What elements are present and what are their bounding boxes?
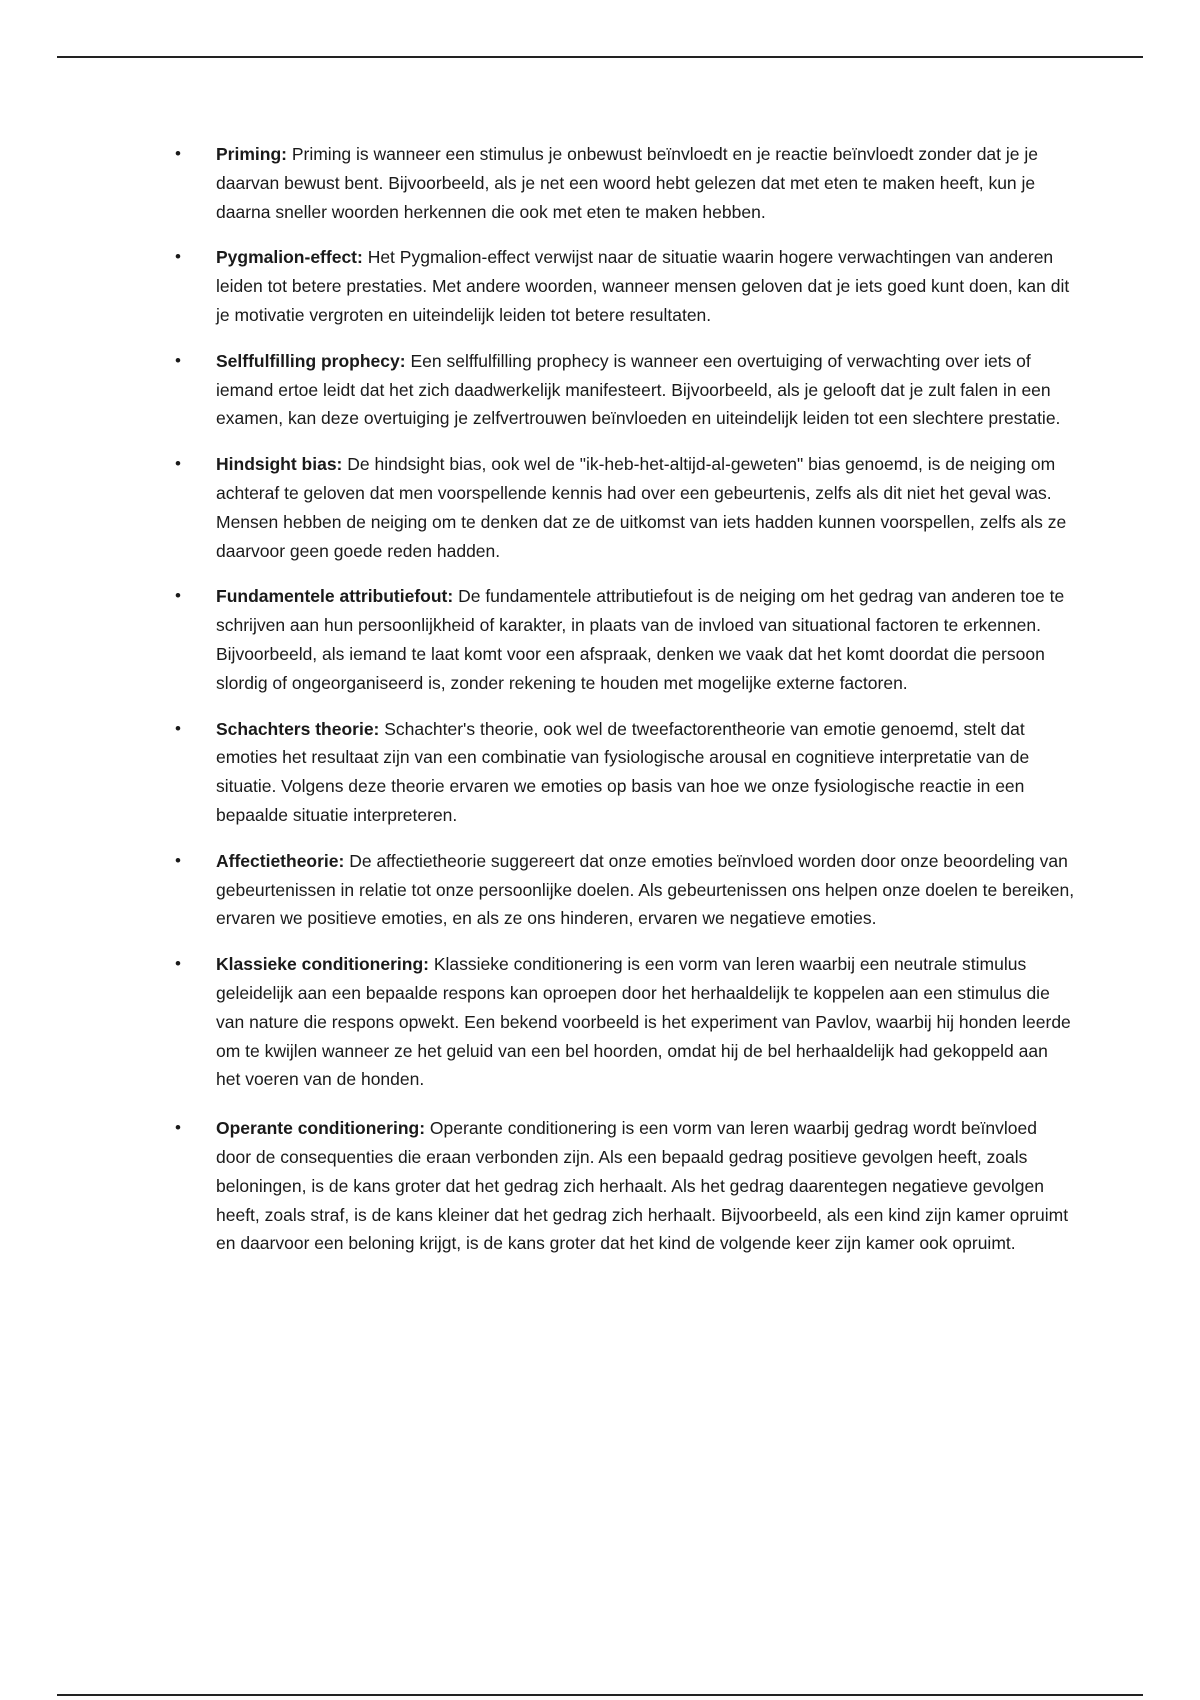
term-definition: Schachter's theorie, ook wel de tweefactorentheorie van emotie genoemd, stelt dat emoties het resultaat zijn van een combinatie van fysiologische arousal en cognitieve interpretatie van de situatie. Volgens deze theorie ervaren we emoties op basis van hoe we onze fysiologische reactie in een bepaalde situatie interpreteren. — [216, 718, 1030, 825]
term-definition: De fundamentele attributiefout is de neiging om het gedrag van anderen toe te schrijven aan hun persoonlijkheid of karakter, in plaats van de invloed van situational factoren te erkennen. Bijvoorbeeld, als iemand te laat komt voor een afspraak, denken we vaak dat het komt doordat die persoon slordig of ongeorganiseerd is, zonder rekening te houden met mogelijke externe factoren. — [216, 586, 1065, 693]
term-name: Pygmalion-effect: — [216, 247, 363, 268]
term-definition: De affectietheorie suggereert dat onze emoties beïnvloed worden door onze beoordeling van gebeurtenissen in relatie tot onze persoonlijke doelen. Als gebeurtenissen ons helpen onze doelen te bereiken, ervaren we positieve emoties, en als ze ons hinderen, ervaren we negatieve emoties. — [216, 850, 1075, 929]
term-name: Klassieke conditionering: — [216, 954, 429, 975]
term-definition: Een selffulfilling prophecy is wanneer een overtuiging of verwachting over iets of iemand ertoe leidt dat het zich daadwerkelijk manifesteert. Bijvoorbeeld, als je gelooft dat je zult falen in een examen, kan deze overtuiging je zelfvertrouwen beïnvloeden en uiteindelijk leiden tot een slechtere prestatie. — [216, 350, 1061, 429]
bullet: • — [175, 850, 181, 870]
term-definition: Klassieke conditionering is een vorm van leren waarbij een neutrale stimulus geleidelijk aan een bepaalde respons kan oproepen door het herhaaldelijk te koppelen aan een stimulus die van nature die respons opwekt. Een bekend voorbeeld is het experiment van Pavlov, waarbij hij honden leerde om te kwijlen wanneer ze het geluid van een bel hoorden, omdat hij de bel herhaaldelijk had gekoppeld aan het voeren van de honden. — [216, 954, 1071, 1090]
bullet: • — [175, 954, 181, 974]
footer-rule — [57, 1694, 1143, 1696]
list-item — [175, 847, 1075, 933]
term-name: Operante conditionering: — [216, 1118, 426, 1139]
term-name: Hindsight bias: — [216, 454, 343, 475]
term-name: Priming: — [216, 144, 287, 164]
term-definition: De hindsight bias, ook wel de "ik-heb-het-altijd-al-geweten" bias genoemd, is de neiging om achteraf te geloven dat men voorspellende kennis had over een gebeurtenis, zelfs als dit niet het geval was. Mensen hebben de neiging om te denken dat ze de uitkomst van iets hadden kunnen voorspellen, zelfs als ze daarvoor geen goede reden hadden. — [216, 454, 1067, 561]
list-item — [175, 1114, 1075, 1258]
bullet: • — [175, 718, 181, 738]
list-item — [175, 243, 1075, 329]
bullet: • — [175, 1118, 181, 1138]
bullet: • — [175, 247, 181, 267]
term-name: Schachters theorie: — [216, 718, 380, 739]
term-name: Fundamentele attributiefout: — [216, 586, 454, 607]
document-body — [175, 140, 1075, 1275]
list-item — [175, 450, 1075, 565]
bullet: • — [175, 454, 181, 474]
list-item — [175, 347, 1075, 433]
list-item — [175, 715, 1075, 830]
term-definition: Priming is wanneer een stimulus je onbewust beïnvloedt en je reactie beïnvloedt zonder dat je je daarvan bewust bent. Bijvoorbeeld, als je net een woord hebt gelezen dat met eten te maken heeft, kun je daarna sneller woorden herkennen die ook met eten te maken hebben. — [216, 144, 1038, 222]
bullet: • — [175, 350, 181, 370]
bullet: • — [175, 144, 181, 163]
term-definition: Operante conditionering is een vorm van leren waarbij gedrag wordt beïnvloed door de consequenties die eraan verbonden zijn. Als een bepaald gedrag positieve gevolgen heeft, zoals beloningen, is de kans groter dat het gedrag zich herhaalt. Als het gedrag daarentegen negatieve gevolgen heeft, zoals straf, is de kans kleiner dat het gedrag zich herhaalt. Bijvoorbeeld, als een kind zijn kamer opruimt en daarvoor een beloning krijgt, is de kans groter dat het kind de volgende keer zijn kamer ook opruimt. — [216, 1118, 1069, 1254]
term-name: Affectietheorie: — [216, 850, 345, 871]
header-rule — [57, 56, 1143, 58]
list-item — [175, 950, 1075, 1094]
list-item — [175, 582, 1075, 697]
term-name: Selffulfilling prophecy: — [216, 350, 406, 371]
list-item — [175, 140, 1075, 226]
bullet: • — [175, 586, 181, 606]
term-definition: Het Pygmalion-effect verwijst naar de situatie waarin hogere verwachtingen van anderen leiden tot betere prestaties. Met andere woorden, wanneer mensen geloven dat je iets goed kunt doen, kan dit je motivatie vergroten en uiteindelijk leiden tot betere resultaten. — [216, 247, 1070, 325]
